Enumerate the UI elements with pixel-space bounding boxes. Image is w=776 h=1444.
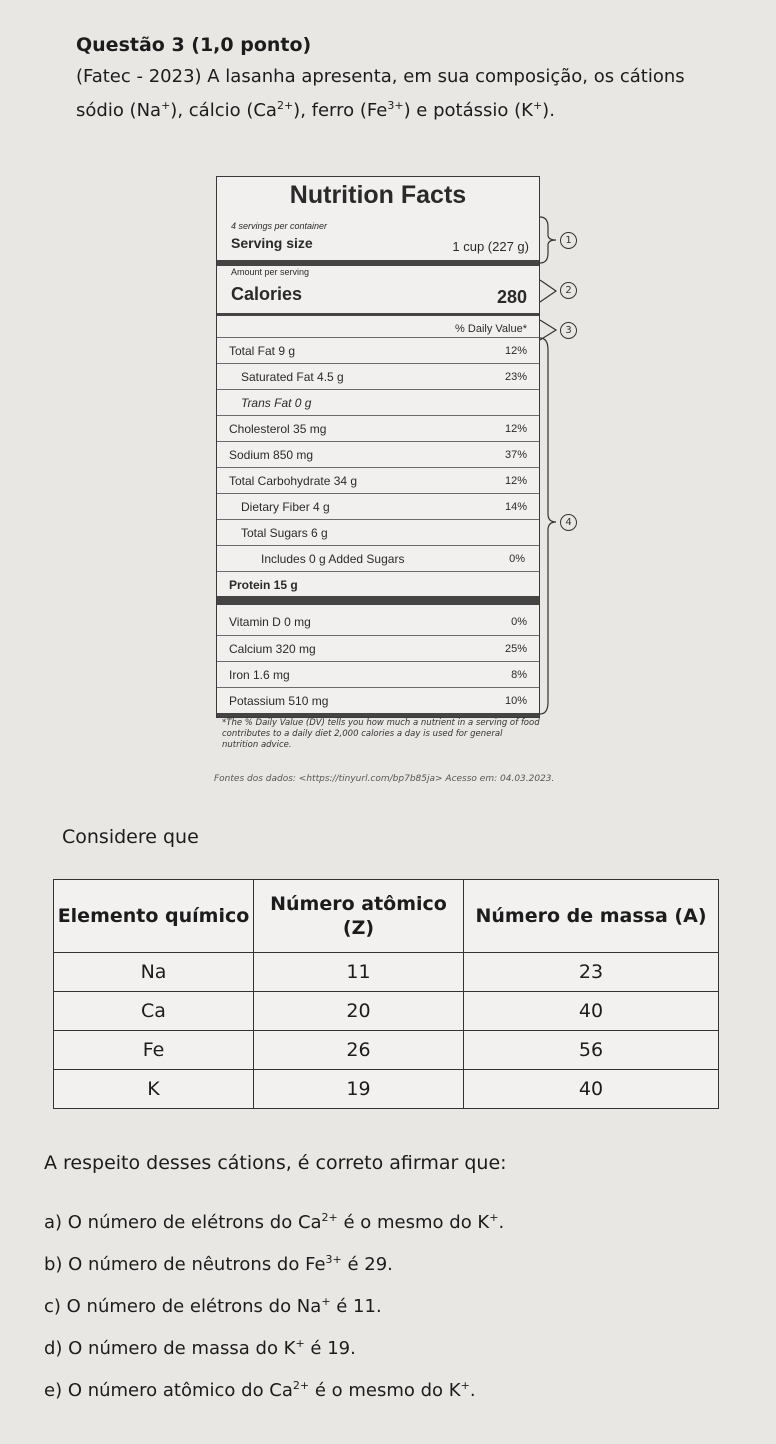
brace-bracket [538,215,558,265]
table-row [54,1070,719,1109]
nutrient-row: Total Carbohydrate 34 g 12% [217,467,539,494]
table-cell: 23 [464,953,719,992]
stem-text: ) e potássio (K [403,100,533,121]
nutrient-row: Cholesterol 35 mg 12% [217,415,539,442]
daily-value-header: % Daily Value* [455,323,527,335]
brace-bracket [538,336,558,716]
consider-text: Considere que [62,826,199,848]
thick-divider [217,260,539,266]
table-cell: 40 [464,992,719,1031]
brace-bracket [538,278,558,304]
option-e: e) O número atômico do $Ca^{2+}$ é o mesmo do K+. [44,1379,476,1401]
nutrient-row: Total Fat 9 g 12% [217,337,539,364]
nutrient-row: Protein 15 g [217,571,539,598]
nutrient-row: Iron 1.6 mg 8% [217,661,539,688]
table-header: Número de massa (A) [464,880,719,953]
serving-size-value: 1 cup (227 g) [452,239,529,254]
stem-charge-na: + [161,99,171,112]
marker-1: 1 [560,232,577,249]
calories-label: Calories [231,284,303,304]
table-cell: 40 [464,1070,719,1109]
question-title: Questão 3 (1,0 ponto) [76,34,312,56]
marker-3: 3 [560,322,577,339]
nutrition-footnote: *The % Daily Value (DV) tells you how much a nutrient in a serving of food contributes to a daily diet 2,000 calories a day is used for general nutrition advice. [222,718,540,750]
stem-text: (Fatec - 2023) A lasanha apresenta, em sua composição, os cátions sódio (Na [76,66,685,121]
table-header: Elemento químico [54,880,254,953]
option-d: d) O número de massa do K+ é 19. [44,1337,356,1359]
question-stem [76,62,691,125]
stem-text: ), cálcio (Ca [170,100,277,121]
table-row [54,1031,719,1070]
stem-charge-ca: 2+ [276,99,294,112]
servings-per-container: 4 servings per container [231,221,328,231]
nutrition-facts-label [216,176,540,718]
table-cell: 20 [254,992,464,1031]
thick-divider [217,596,539,605]
serving-size-label: Serving size [231,235,313,251]
table-cell: Ca [54,992,254,1031]
table-cell: K [54,1070,254,1109]
table-cell: 26 [254,1031,464,1070]
table-cell: 19 [254,1070,464,1109]
nutrient-row: Calcium 320 mg 25% [217,635,539,662]
nutrient-row: Sodium 850 mg 37% [217,441,539,468]
table-header: Número atômico (Z) [254,880,464,953]
table-cell: 56 [464,1031,719,1070]
stem-charge-fe: 3+ [387,99,404,112]
marker-4: 4 [560,514,577,531]
marker-2: 2 [560,282,577,299]
option-c: c) O número de elétrons do Na+ é 11. [44,1295,382,1317]
nutrition-title: Nutrition Facts [289,181,467,209]
medium-divider [217,313,539,316]
table-row [54,992,719,1031]
table-cell: Na [54,953,254,992]
option-b: b) O número de nêutrons do $Fe^{3+}$ é 29. [44,1253,393,1275]
nutrient-row: Saturated Fat 4.5 g 23% [217,363,539,390]
calories-value: 280 [496,287,527,307]
nutrient-row: Includes 0 g Added Sugars 0% [217,545,539,572]
table-header-row [54,880,719,953]
stem-text: ), ferro (Fe [293,100,388,121]
element-table [53,879,719,1109]
medium-divider [217,713,539,717]
data-source: Fontes dos dados: <https://tinyurl.com/bp7b85ja> Acesso em: 04.03.2023. [214,774,555,784]
stem-charge-k: + [532,99,543,112]
nutrient-row: Total Sugars 6 g [217,519,539,546]
nutrient-row: Dietary Fiber 4 g 14% [217,493,539,520]
nutrient-row: Vitamin D 0 mg 0% [229,615,527,629]
table-cell: Fe [54,1031,254,1070]
answer-intro: A respeito desses cátions, é correto afirmar que: [44,1152,507,1174]
nutrient-row: Trans Fat 0 g [217,389,539,416]
stem-text: ). [542,100,555,121]
option-a: a) O número de elétrons do $Ca^{2+}$ é o mesmo do K+. [44,1211,505,1233]
nutrient-row: Potassium 510 mg 10% [217,687,539,714]
amount-per-serving: Amount per serving [231,267,310,277]
table-row [54,953,719,992]
table-cell: 11 [254,953,464,992]
